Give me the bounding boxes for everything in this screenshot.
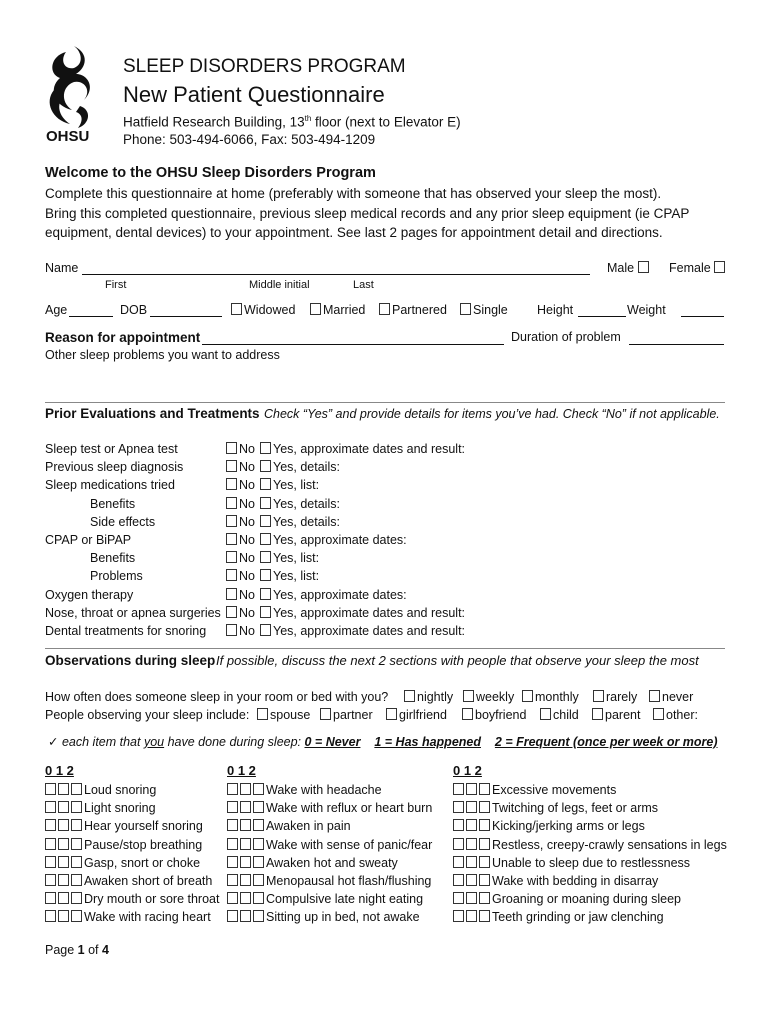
yes-label: Yes, details: [273,496,340,511]
no-label: No [239,514,255,529]
partnered-option[interactable]: Partnered [379,303,447,317]
no-checkbox[interactable] [226,497,237,509]
rating-2-checkbox[interactable] [253,874,264,886]
no-checkbox[interactable] [226,478,237,490]
rating-1-checkbox[interactable] [240,838,251,850]
symptom-label: Wake with headache [266,783,382,797]
symptom-row[interactable] [45,892,219,906]
yes-checkbox[interactable] [260,515,271,527]
frequency-option[interactable] [404,690,453,704]
prior-item-label: Benefits [90,496,136,511]
symptom-label: Compulsive late night eating [266,892,424,907]
symptom-row[interactable] [45,910,211,924]
frequency-option-label: weekly [476,690,515,704]
name-field[interactable] [82,274,590,275]
symptom-row[interactable] [45,801,156,815]
middle-initial-hint: Middle initial [249,279,310,291]
rating-1-checkbox[interactable] [240,892,251,904]
no-checkbox[interactable] [226,515,237,527]
widowed-checkbox[interactable] [231,303,242,315]
prior-item-no[interactable] [226,515,255,529]
prior-heading: Prior Evaluations and Treatments [45,406,260,421]
page-number: Page 1 of 4 [45,943,109,957]
no-label: No [239,587,255,602]
yes-label: Yes, details: [273,514,340,529]
flame-logo-icon [40,44,104,130]
weight-field[interactable] [681,316,724,317]
no-checkbox[interactable] [226,624,237,636]
rating-1-checkbox[interactable] [466,838,477,850]
symptom-row[interactable] [45,783,156,797]
no-label: No [239,478,255,493]
rating-2-checkbox[interactable] [253,801,264,813]
widowed-option[interactable]: Widowed [231,303,295,317]
rating-0-checkbox[interactable] [227,856,238,868]
yes-checkbox[interactable] [260,569,271,581]
no-checkbox[interactable] [226,442,237,454]
people-option-label: boyfriend [475,708,527,722]
symptom-row[interactable] [45,874,212,888]
rating-1-checkbox[interactable] [466,874,477,886]
rating-0-checkbox[interactable] [453,838,464,850]
yes-label: Yes, approximate dates: [273,533,407,547]
prior-item-yes[interactable] [260,460,340,474]
prior-item-yes[interactable] [260,606,465,620]
single-option[interactable]: Single [460,303,508,317]
no-label: No [239,624,255,638]
prior-item-label: Side effects [90,514,156,529]
symptom-row[interactable] [227,783,382,797]
program-name: SLEEP DISORDERS PROGRAM [123,56,406,77]
rating-1-checkbox[interactable] [58,892,69,904]
observations-heading: Observations during sleep [45,653,216,668]
yes-checkbox[interactable] [260,442,271,454]
rating-1-checkbox[interactable] [58,783,69,795]
symptom-row[interactable] [227,874,431,888]
rating-2-checkbox[interactable] [71,856,82,868]
rating-2-checkbox[interactable] [71,783,82,795]
yes-label: Yes, list: [273,569,320,584]
prior-item-no[interactable] [226,442,255,456]
symptom-label: Groaning or moaning during sleep [492,892,682,907]
symptom-row[interactable] [453,819,645,833]
symptom-label: Pause/stop breathing [84,837,203,852]
rating-1-checkbox[interactable] [58,838,69,850]
address-line: Hatfield Research Building, 13th floor (next to Elevator E) [123,114,461,130]
rating-0-checkbox[interactable] [453,856,464,868]
symptom-row[interactable] [227,819,351,833]
people-checkbox[interactable] [320,708,331,720]
rating-2-checkbox[interactable] [479,783,490,795]
prior-item-label: Oxygen therapy [45,587,134,602]
symptom-row[interactable] [453,874,658,888]
prior-item-no[interactable] [226,533,255,547]
age-label: Age [45,303,68,317]
duration-field[interactable] [629,344,724,345]
frequency-checkbox[interactable] [649,690,660,702]
prior-item-no[interactable] [226,588,255,602]
age-field[interactable] [69,316,113,317]
prior-item-no[interactable] [226,569,255,583]
scale-header-col3: 0 1 2 [453,763,482,778]
name-label: Name [45,261,79,275]
observations-note: If possible, discuss the next 2 sections with people that observe your sleep the most [216,653,699,668]
prior-item-yes[interactable] [260,478,319,492]
rating-0-checkbox[interactable] [453,819,464,831]
rating-1-checkbox[interactable] [240,874,251,886]
symptom-label: Awaken hot and sweaty [266,855,398,870]
height-label: Height [537,303,574,317]
symptom-label: Wake with sense of panic/fear [266,837,433,852]
rating-0-checkbox[interactable] [227,783,238,795]
prior-item-yes[interactable] [260,515,340,529]
last-name-hint: Last [353,279,374,291]
rating-1-checkbox[interactable] [466,892,477,904]
frequency-option[interactable] [522,690,579,704]
male-option[interactable]: Male [607,261,651,275]
symptom-label: Sitting up in bed, not awake [266,910,420,925]
rating-0-checkbox[interactable] [45,783,56,795]
prior-item-no[interactable] [226,497,255,511]
symptom-row[interactable] [227,910,420,924]
symptom-row[interactable] [453,838,727,852]
check-mark-icon: ✓ [48,735,59,749]
reason-field[interactable] [202,344,504,345]
rating-1-checkbox[interactable] [58,910,69,922]
symptom-row[interactable] [453,892,681,906]
frequency-option-label: nightly [417,690,454,704]
no-checkbox[interactable] [226,569,237,581]
rating-1-checkbox[interactable] [58,801,69,813]
rating-1-checkbox[interactable] [466,783,477,795]
people-checkbox[interactable] [540,708,551,720]
symptom-row[interactable] [227,892,423,906]
people-checkbox[interactable] [653,708,664,720]
no-checkbox[interactable] [226,551,237,563]
yes-label: Yes, approximate dates and result: [273,624,466,638]
symptom-row[interactable] [45,838,202,852]
rating-2-checkbox[interactable] [253,910,264,922]
frequency-option[interactable] [593,690,637,704]
prior-item-label: Previous sleep diagnosis [45,460,184,475]
partnered-checkbox[interactable] [379,303,390,315]
female-option[interactable]: Female [669,261,727,275]
rating-0-checkbox[interactable] [227,910,238,922]
rating-2-checkbox[interactable] [479,838,490,850]
other-problems-label: Other sleep problems you want to address [45,348,280,362]
logo-text: OHSU [46,128,90,145]
symptom-label: Teeth grinding or jaw clenching [492,910,664,925]
rating-2-checkbox[interactable] [479,819,490,831]
weight-label: Weight [627,303,666,317]
symptom-label: Excessive movements [492,783,617,797]
yes-label: Yes, approximate dates and result: [273,442,466,456]
rating-0-checkbox[interactable] [45,856,56,868]
prior-item-yes[interactable] [260,442,465,456]
prior-item-yes[interactable] [260,569,319,583]
no-checkbox[interactable] [226,460,237,472]
rating-0-checkbox[interactable] [453,801,464,813]
scale-instructions: ✓ each item that you have done during sleep: 0 = Never 1 = Has happened 2 = Frequent (once per week or more) [48,735,718,749]
prior-item-label: Benefits [90,551,136,566]
single-checkbox[interactable] [460,303,471,315]
prior-item-label: Nose, throat or apnea surgeries [45,605,221,620]
yes-checkbox[interactable] [260,624,271,636]
rating-2-checkbox[interactable] [71,892,82,904]
frequency-question: How often does someone sleep in your room or bed with you? [45,690,389,704]
rating-0-checkbox[interactable] [227,819,238,831]
people-option[interactable] [540,708,579,722]
no-label: No [239,551,255,566]
symptom-label: Twitching of legs, feet or arms [492,801,659,816]
prior-item-label: CPAP or BiPAP [45,533,132,547]
male-checkbox[interactable] [638,261,649,273]
yes-label: Yes, list: [273,551,320,566]
prior-item-yes[interactable] [260,588,407,602]
rating-1-checkbox[interactable] [240,856,251,868]
rating-2-checkbox[interactable] [479,910,490,922]
rating-2-checkbox[interactable] [253,783,264,795]
people-option-label: partner [333,708,373,722]
people-option-label: child [553,708,579,722]
no-checkbox[interactable] [226,606,237,618]
rating-0-checkbox[interactable] [45,910,56,922]
prior-section-divider [45,402,725,403]
symptom-label: Light snoring [84,801,156,816]
married-option[interactable]: Married [310,303,365,317]
reason-label: Reason for appointment [45,330,201,345]
dob-label: DOB [120,303,148,317]
female-checkbox[interactable] [714,261,725,273]
symptom-label: Awaken short of breath [84,874,213,888]
symptom-label: Unable to sleep due to restlessness [492,855,691,870]
people-option[interactable] [386,708,447,722]
symptom-label: Menopausal hot flash/flushing [266,874,432,888]
symptom-label: Loud snoring [84,783,157,797]
frequency-option[interactable] [649,690,693,704]
rating-0-checkbox[interactable] [453,874,464,886]
no-label: No [239,460,255,475]
welcome-line-1: Complete this questionnaire at home (preferably with someone that has observed your sleep the most). [45,186,662,201]
rating-0-checkbox[interactable] [227,838,238,850]
ohsu-logo [40,44,104,146]
welcome-line-3: equipment, dental devices) to your appointment. See last 2 pages for appointment detail and directions. [45,225,663,240]
rating-2-checkbox[interactable] [71,838,82,850]
symptom-label: Awaken in pain [266,819,351,834]
rating-2-checkbox[interactable] [71,801,82,813]
symptom-row[interactable] [453,910,664,924]
rating-0-checkbox[interactable] [227,892,238,904]
frequency-checkbox[interactable] [404,690,415,702]
phone-line: Phone: 503-494-6066, Fax: 503-494-1209 [123,132,376,147]
symptom-row[interactable] [227,856,398,870]
welcome-heading: Welcome to the OHSU Sleep Disorders Program [45,165,376,181]
symptom-label: Kicking/jerking arms or legs [492,819,645,834]
people-option[interactable] [592,708,640,722]
rating-0-checkbox[interactable] [227,801,238,813]
people-checkbox[interactable] [257,708,268,720]
yes-checkbox[interactable] [260,606,271,618]
rating-1-checkbox[interactable] [240,801,251,813]
rating-0-checkbox[interactable] [45,838,56,850]
people-option[interactable] [257,708,310,722]
prior-item-no[interactable] [226,606,255,620]
rating-0-checkbox[interactable] [45,801,56,813]
no-label: No [239,605,255,620]
dob-field[interactable] [150,316,222,317]
yes-checkbox[interactable] [260,551,271,563]
rating-0-checkbox[interactable] [45,819,56,831]
yes-checkbox[interactable] [260,497,271,509]
yes-checkbox[interactable] [260,478,271,490]
rating-1-checkbox[interactable] [58,856,69,868]
symptom-label: Hear yourself snoring [84,819,203,834]
frequency-checkbox[interactable] [463,690,474,702]
rating-2-checkbox[interactable] [253,892,264,904]
no-checkbox[interactable] [226,588,237,600]
no-label: No [239,442,255,456]
people-question: People observing your sleep include: [45,708,250,722]
duration-label: Duration of problem [511,330,621,344]
frequency-option-label: never [662,690,694,704]
rating-2-checkbox[interactable] [479,892,490,904]
prior-item-yes[interactable] [260,497,340,511]
people-checkbox[interactable] [386,708,397,720]
prior-item-yes[interactable] [260,551,319,565]
prior-note: Check “Yes” and provide details for items you’ve had. Check “No” if not applicable. [264,407,720,421]
no-label: No [239,496,255,511]
prior-item-yes[interactable] [260,533,407,547]
rating-2-checkbox[interactable] [71,874,82,886]
yes-label: Yes, approximate dates: [273,587,407,602]
symptom-label: Wake with bedding in disarray [492,874,659,888]
symptom-row[interactable] [45,819,203,833]
no-label: No [239,533,255,547]
people-checkbox[interactable] [462,708,473,720]
yes-label: Yes, approximate dates and result: [273,605,466,620]
people-option-label: spouse [270,708,311,722]
symptom-label: Wake with reflux or heart burn [266,801,433,816]
rating-1-checkbox[interactable] [466,856,477,868]
people-option[interactable] [653,708,698,722]
yes-label: Yes, details: [273,460,340,475]
prior-item-no[interactable] [226,551,255,565]
symptom-row[interactable] [453,856,690,870]
symptom-row[interactable] [227,838,432,852]
symptom-row[interactable] [453,801,658,815]
rating-2-checkbox[interactable] [253,856,264,868]
frequency-option-label: rarely [606,690,638,704]
yes-checkbox[interactable] [260,588,271,600]
rating-2-checkbox[interactable] [479,874,490,886]
welcome-line-2: Bring this completed questionnaire, previous sleep medical records and any prior sleep equipment (ie CPAP [45,206,690,221]
rating-1-checkbox[interactable] [240,783,251,795]
height-field[interactable] [578,316,626,317]
rating-0-checkbox[interactable] [227,874,238,886]
rating-0-checkbox[interactable] [45,874,56,886]
prior-item-label: Problems [90,569,143,584]
no-checkbox[interactable] [226,533,237,545]
frequency-option[interactable] [463,690,514,704]
prior-item-label: Dental treatments for snoring [45,624,207,638]
people-option[interactable] [320,708,373,722]
rating-0-checkbox[interactable] [45,892,56,904]
frequency-option-label: monthly [535,690,579,704]
prior-item-label: Sleep test or Apnea test [45,442,178,456]
people-option-label: other: [666,708,698,722]
prior-item-yes[interactable] [260,624,465,638]
rating-1-checkbox[interactable] [240,819,251,831]
yes-checkbox[interactable] [260,533,271,545]
yes-label: Yes, list: [273,478,320,493]
rating-2-checkbox[interactable] [253,819,264,831]
yes-checkbox[interactable] [260,460,271,472]
symptom-row[interactable] [227,801,432,815]
observations-divider [45,648,725,649]
no-label: No [239,569,255,584]
rating-1-checkbox[interactable] [466,819,477,831]
symptom-label: Restless, creepy-crawly sensations in legs [492,837,727,852]
people-option[interactable] [462,708,526,722]
people-option-label: girlfriend [399,708,447,722]
rating-0-checkbox[interactable] [453,783,464,795]
rating-1-checkbox[interactable] [466,801,477,813]
prior-item-no[interactable] [226,460,255,474]
scale-header-col2: 0 1 2 [227,763,256,778]
symptom-label: Dry mouth or sore throat [84,892,220,907]
rating-1-checkbox[interactable] [58,874,69,886]
people-option-label: parent [605,708,641,722]
symptom-label: Gasp, snort or choke [84,855,201,870]
married-checkbox[interactable] [310,303,321,315]
symptom-row[interactable] [453,783,616,797]
rating-2-checkbox[interactable] [479,856,490,868]
first-name-hint: First [105,279,127,291]
rating-0-checkbox[interactable] [453,892,464,904]
scale-header-col1: 0 1 2 [45,763,74,778]
people-checkbox[interactable] [592,708,603,720]
symptom-label: Wake with racing heart [84,910,211,925]
rating-1-checkbox[interactable] [240,910,251,922]
page-title: New Patient Questionnaire [123,82,385,107]
prior-item-no[interactable] [226,478,255,492]
rating-2-checkbox[interactable] [479,801,490,813]
rating-1-checkbox[interactable] [466,910,477,922]
prior-item-no[interactable] [226,624,255,638]
rating-1-checkbox[interactable] [58,819,69,831]
prior-item-label: Sleep medications tried [45,478,175,493]
rating-2-checkbox[interactable] [71,910,82,922]
frequency-checkbox[interactable] [593,690,604,702]
frequency-checkbox[interactable] [522,690,533,702]
symptom-row[interactable] [45,856,200,870]
rating-0-checkbox[interactable] [453,910,464,922]
rating-2-checkbox[interactable] [71,819,82,831]
rating-2-checkbox[interactable] [253,838,264,850]
